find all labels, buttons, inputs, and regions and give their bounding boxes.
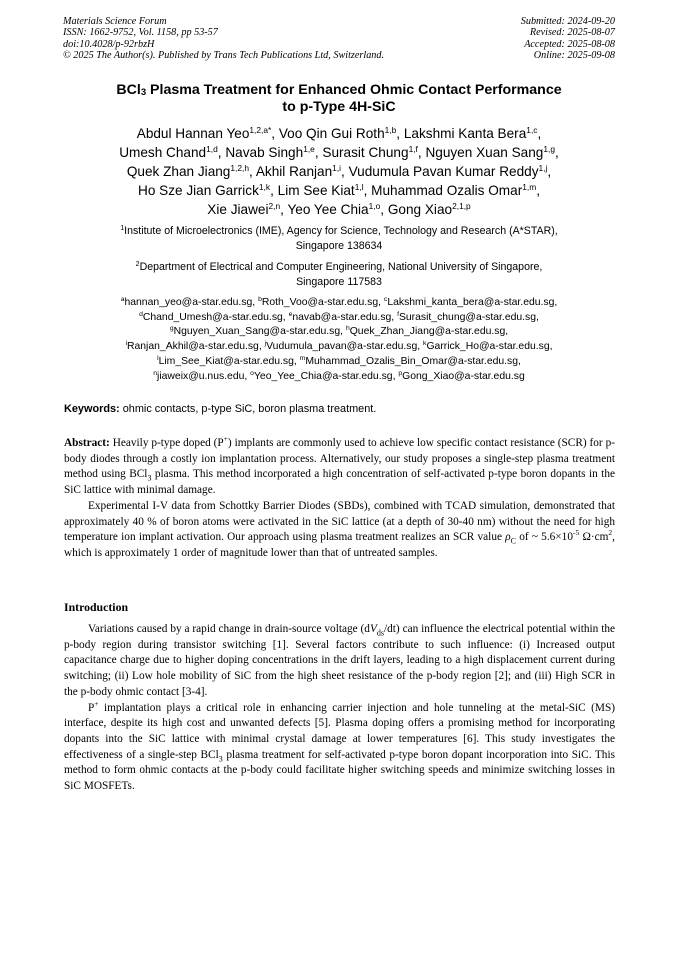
- accepted-date: Accepted: 2025-08-08: [524, 38, 615, 50]
- doi-line: doi:10.4028/p-92rbzH: [63, 38, 155, 50]
- author: Lakshmi Kanta Bera$^{1,c}$: [403, 125, 538, 141]
- author: Ho Sze Jian Garrick$^{1,k}$: [138, 181, 271, 198]
- email: $^p$Gong_Xiao@a-star.edu.sg: [398, 369, 525, 382]
- email: $^k$Garrick_Ho@a-star.edu.sg: [423, 340, 550, 353]
- author: Navab Singh$^{1,e}$: [225, 143, 315, 160]
- issn-line: ISSN: 1662-9752, Vol. 1158, pp 53-57: [63, 27, 218, 39]
- abstract: [64, 436, 615, 562]
- revised-date: Revised: 2025-08-07: [529, 27, 615, 39]
- email: $^d$Chand_Umesh@a-star.edu.sg: [139, 310, 283, 323]
- email: $^m$Muhammad_Ozalis_Bin_Omar@a-star.edu.sg: [299, 354, 519, 367]
- journal-name: Materials Science Forum: [63, 16, 167, 27]
- online-date: Online: 2025-09-08: [533, 49, 615, 61]
- author: Quek Zhan Jiang$^{1,2,h}$: [126, 162, 250, 179]
- email: $^g$Nguyen_Xuan_Sang@a-star.edu.sg: [169, 325, 341, 338]
- affiliation-2: $^2$Department of Electrical and Computer Engineering, National University of Singapore, Singapore 117583: [135, 261, 543, 288]
- author: Muhammad Ozalis Omar$^{1,m}$: [371, 181, 537, 198]
- introduction-paragraph-1: Variations caused by a rapid change in drain-source voltage $(dV_{ds}/dt)$ can influence the electrical potential within the p-body region during transistor switching [1]. Several factors contribute to such influence: (i) Increased output capacitance charge due to higher doping concentrations in the drift layers, leading to a high displacement current during switching; (ii) Low hole mobility of SiC from the high sheet resistance of the p-body region [2]; and (iii) High SCR in the p-body ohmic contact [3-4].: [64, 623, 616, 698]
- email-list: $^a$hannan_yeo@a-star.edu.sg, $^b$Roth_Voo@a-star.edu.sg, $^c$Lakshmi_kanta_bera@a-star.edu.sg, $^d$Chand_Umesh@a-star.edu.sg, $^e$navab@a-star.edu.sg, $^f$Surasit_chung@a-star.edu.sg, $^g$Nguyen_Xuan_Sang@a-star.edu.sg, $^h$Quek_Zhan_Jiang@a-star.edu.sg, $^i$Ranjan_Akhil@a-star.edu.sg, $^j$Vudumula_pavan@a-star.edu.sg, $^k$Garrick_Ho@a-star.edu.sg, $^l$Lim_See_Kiat@a-star.edu.sg, $^m$Muhammad_Ozalis_Bin_Omar@a-star.edu.sg, $^n$jiaweix@u.nus.edu, $^o$Yeo_Yee_Chia@a-star.edu.sg, $^p$Gong_Xiao@a-star.edu.sg: [120, 296, 558, 382]
- email: $^o$Yeo_Yee_Chia@a-star.edu.sg: [250, 369, 393, 382]
- author: Umesh Chand$^{1,d}$: [119, 143, 218, 160]
- keywords: Keywords: ohmic contacts, p-type SiC, boron plasma treatment.: [64, 403, 377, 415]
- email: $^l$Lim_See_Kiat@a-star.edu.sg: [157, 354, 294, 367]
- introduction-paragraph-2: P+ implantation plays a critical role in enhancing carrier injection and hole tunneling at the metal-SiC (MS) interface, despite its high cost and unwanted defects [5]. Plasma doping offers a promising method for incorporating dopants into the SiC lattice with minimal crystal damage at lower temperatures [6]. This study investigates the effectiveness of a single-step BCl$_3$ plasma treatment for self-activated p-type boron dopant incorporation into SiC. This method to form ohmic contacts at the p-body could facilitate higher switching speeds and minimize switching losses in SiC MOSFETs.: [64, 698, 615, 793]
- affiliation-1: $^1$Institute of Microelectronics (IME), Agency for Science, Technology and Research (A*STAR), Singapore 138634: [120, 225, 558, 252]
- author: Vudumula Pavan Kumar Reddy$^{1,j}$: [348, 162, 548, 179]
- publication-dates: [521, 16, 615, 61]
- email: $^n$jiaweix@u.nus.edu: [153, 369, 245, 382]
- author: Voo Qin Gui Roth$^{1,b}$: [278, 125, 397, 141]
- author: Akhil Ranjan$^{1,i}$: [255, 162, 342, 179]
- email: $^e$navab@a-star.edu.sg: [288, 310, 392, 323]
- email: $^a$hannan_yeo@a-star.edu.sg: [120, 296, 253, 308]
- author: Yeo Yee Chia$^{1,o}$: [287, 200, 381, 217]
- author: Lim See Kiat$^{1,l}$: [277, 181, 364, 198]
- author: Abdul Hannan Yeo$^{1,2,a*}$: [136, 125, 272, 141]
- email: $^b$Roth_Voo@a-star.edu.sg: [258, 296, 379, 308]
- author: Xie Jiawei$^{2,n}$: [207, 200, 281, 217]
- introduction-heading: Introduction: [64, 600, 129, 614]
- email: $^j$Vudumula_pavan@a-star.edu.sg: [264, 340, 418, 353]
- paper-title: BCl$_3$ Plasma Treatment for Enhanced Ohmic Contact Performance to p-Type 4H-SiC: [116, 82, 562, 115]
- email: $^i$Ranjan_Akhil@a-star.edu.sg: [125, 340, 259, 353]
- email: $^c$Lakshmi_kanta_bera@a-star.edu.sg: [383, 296, 555, 308]
- abstract-paragraph-1: Abstract: Heavily p-type doped (P+) implants are commonly used to achieve low specific contact resistance (SCR) for p-body diodes through a costly ion implantation process. Alternatively, our study proposes a single-step plasma treatment method using BCl$_3$ plasma. This method incorporated a high concentration of self-activated p-type boron dopants in the SiC lattice with minimal damage.: [64, 434, 615, 497]
- journal-info: [63, 16, 384, 61]
- author: Surasit Chung$^{1,f}$: [322, 143, 418, 160]
- email: $^f$Surasit_chung@a-star.edu.sg: [397, 310, 537, 323]
- submitted-date: Submitted: 2024-09-20: [520, 16, 615, 27]
- abstract-paragraph-2: Experimental I-V data from Schottky Barrier Diodes (SBDs), combined with TCAD simulation, demonstrated that approximately 40 % of boron atoms were activated in the SiC lattice (at a depth of 30-40 nm) without the need for high temperature ion implant activation. Our approach using plasma treatment realizes an SCR value $\rho_C$ of ~ $5.6\times 10^{-5}$ $\Omega\cdot cm^2$, which is approximately 1 order of magnitude lower than that of untreated samples.: [64, 499, 615, 559]
- email: $^h$Quek_Zhan_Jiang@a-star.edu.sg: [345, 325, 506, 338]
- copyright-line: © 2025 The Author(s). Published by Trans Tech Publications Ltd, Switzerland.: [63, 49, 385, 61]
- introduction-body: [64, 622, 615, 795]
- author: Gong Xiao$^{2,1,p}$: [387, 200, 471, 217]
- author: Nguyen Xuan Sang$^{1,g}$: [425, 143, 555, 160]
- author-list: Abdul Hannan Yeo$^{1,2,a*}$, Voo Qin Gui Roth$^{1,b}$, Lakshmi Kanta Bera$^{1,c}$, Umesh Chand$^{1,d}$, Navab Singh$^{1,e}$, Surasit Chung$^{1,f}$, Nguyen Xuan Sang$^{1,g}$, Quek Zhan Jiang$^{1,2,h}$, Akhil Ranjan$^{1,i}$, Vudumula Pavan Kumar Reddy$^{1,j}$, Ho Sze Jian Garrick$^{1,k}$, Lim See Kiat$^{1,l}$, Muhammad Ozalis Omar$^{1,m}$, Xie Jiawei$^{2,n}$, Yeo Yee Chia$^{1,o}$, Gong Xiao$^{2,1,p}$: [119, 125, 559, 217]
